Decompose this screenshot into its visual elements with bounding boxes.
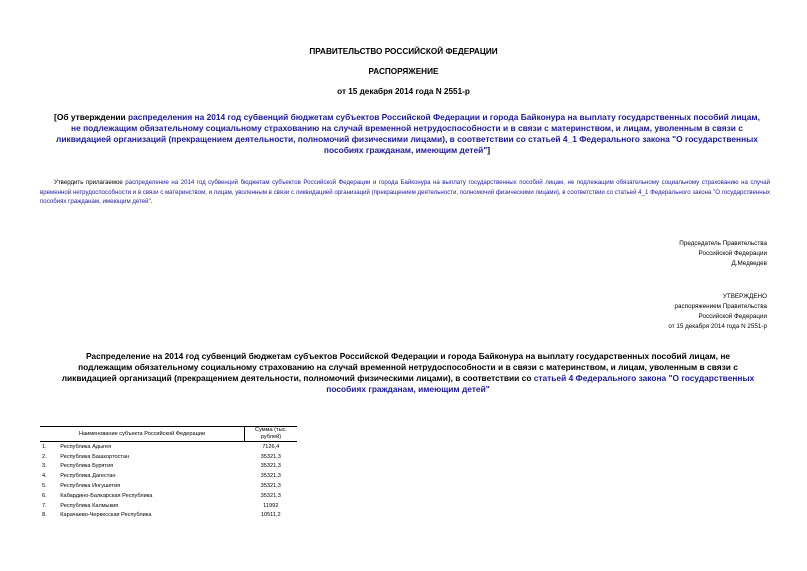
row-number: 5. (42, 483, 47, 490)
row-name: Карачаево-Черкесская Республика (60, 512, 152, 519)
row-sum: 11992 (263, 502, 279, 509)
approved-label: УТВЕРЖДЕНО (722, 293, 767, 300)
distribution-heading-text: Распределение на 2014 год субвенций бюджетам субъектов Российской Федерации и города Байконура на выплату государственных пособий лицам, не подлежащим обязательному социальному страхованию на случай временной нетрудоспособности и в связи с материнством, и лицам, уволенным в связи с ликвидацией организаций (прекращением деятельности, полномочий физическими лицами), в соответствии со (61, 351, 738, 383)
row-number: 2. (42, 453, 47, 460)
signature-position: Председатель Правительства (679, 240, 767, 247)
table-row (40, 462, 297, 472)
distribution-heading (58, 351, 758, 395)
row-number: 8. (42, 512, 47, 519)
row-sum: 35321,3 (260, 483, 281, 490)
row-number: 3. (42, 463, 47, 470)
row-sum: 35321,3 (260, 473, 281, 480)
title-link[interactable]: распределения на 2014 год субвенций бюджетам субъектов Российской Федерации и города Байконура на выплату государственных пособий лицам, не подлежащим обязательному социальному страхованию на случай временной нетрудоспособности и в связи с материнством, и лицам, уволенным в связи с ликвидацией организаций (прекращением деятельности, полномочий физическими лицами), в соответствии со статьей 4_1 Федерального закона "О государственных пособиях гражданам, имеющим детей" (56, 112, 760, 155)
distribution-table (40, 426, 297, 520)
table-row (40, 452, 297, 462)
row-number: 1. (42, 443, 47, 450)
title-suffix: ] (487, 145, 491, 155)
row-number: 6. (42, 492, 47, 499)
table-header-row (40, 427, 297, 442)
column-header-name: Наименование субъекта Российской Федерации (40, 427, 245, 442)
order-link[interactable]: распределение на 2014 год субвенций бюджетам субъектов Российской Федерации и города Байконура на выплату государственных пособий лицам, не подлежащим обязательному социальному страхованию на случай временной нетрудоспособности и в связи с материнством, и лицам, уволенным в связи с ликвидацией организаций (прекращением деятельности, полномочий физическими лицами), в соответствии со статьей 4_1 Федерального закона "О государственных пособиях гражданам, имеющим детей" (40, 179, 770, 206)
table-row (40, 471, 297, 481)
table-row (40, 481, 297, 491)
table-row (40, 511, 297, 521)
government-heading: ПРАВИТЕЛЬСТВО РОССИЙСКОЙ ФЕДЕРАЦИИ (309, 47, 498, 56)
row-name: Кабардино-Балкарская Республика (60, 492, 153, 499)
row-number: 7. (42, 502, 47, 509)
row-name: Республика Башкортостан (60, 453, 130, 460)
row-sum: 35321,3 (260, 453, 281, 460)
row-name: Республика Дагестан (60, 473, 116, 480)
row-sum: 35321,3 (260, 492, 281, 499)
row-sum: 10511,2 (260, 512, 281, 519)
row-name: Республика Калмыкия (60, 502, 119, 509)
signature-country: Российской Федерации (698, 250, 767, 257)
row-name: Республика Адыгея (60, 443, 112, 450)
document-title (52, 112, 762, 156)
approved-block (567, 292, 767, 332)
row-name: Республика Бурятия (60, 463, 114, 470)
signature-name: Д.Медведев (731, 260, 767, 267)
row-number: 4. (42, 473, 47, 480)
document-type: РАСПОРЯЖЕНИЕ (368, 67, 439, 76)
row-name: Республика Ингушетия (60, 483, 121, 490)
order-verb: Утвердить прилагаемое (54, 179, 126, 186)
title-prefix: [Об утверждении (54, 112, 129, 122)
order-end: . (150, 198, 153, 206)
column-header-sum: Сумма (тыс. рублей) (245, 427, 298, 442)
distribution-heading-link[interactable]: статьей 4 Федерального закона "О государственных пособиях гражданам, имеющим детей" (326, 373, 755, 394)
row-sum: 35321,3 (260, 463, 281, 470)
approved-date: от 15 декабря 2014 года N 2551-р (668, 323, 767, 330)
signature-block (567, 239, 767, 269)
order-paragraph (40, 178, 770, 207)
approved-country: Российской Федерации (698, 313, 767, 320)
table-row (40, 501, 297, 511)
table-row (40, 442, 297, 452)
document-date-number: от 15 декабря 2014 года N 2551-р (337, 87, 470, 96)
row-sum: 7126,4 (262, 443, 280, 450)
table-row (40, 491, 297, 501)
approved-by: распоряжением Правительства (674, 303, 767, 310)
